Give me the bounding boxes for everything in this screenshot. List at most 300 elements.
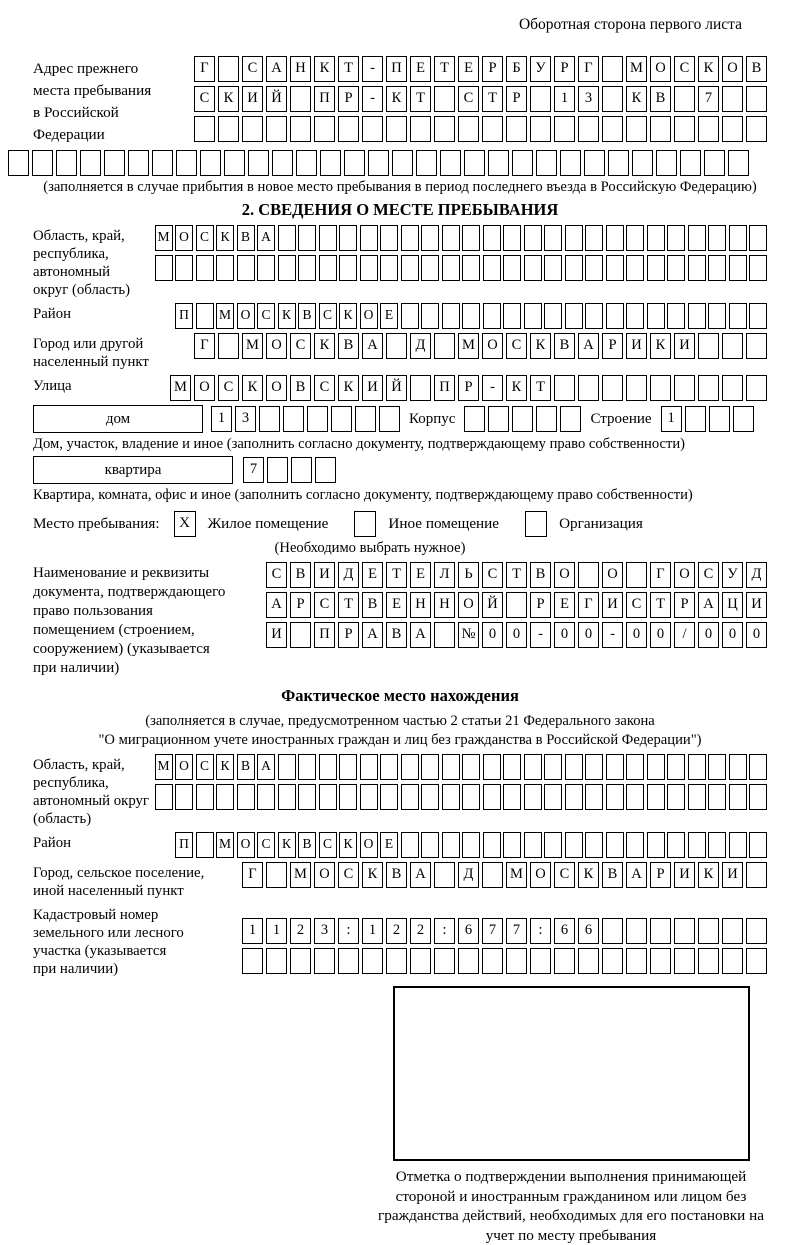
char-cell: / xyxy=(674,622,695,648)
char-cell: И xyxy=(266,622,287,648)
char-cell xyxy=(536,406,557,432)
char-cell xyxy=(298,754,316,780)
char-cell: С xyxy=(554,862,575,888)
char-cell: 0 xyxy=(554,622,575,648)
char-cell: Р xyxy=(650,862,671,888)
char-cell xyxy=(749,832,767,858)
char-cell xyxy=(647,754,665,780)
char-cell: 1 xyxy=(242,918,263,944)
char-cell xyxy=(608,150,629,176)
char-cell xyxy=(749,255,767,281)
char-cell xyxy=(483,255,501,281)
char-cell xyxy=(606,255,624,281)
char-cell: М xyxy=(216,832,234,858)
char-cell: Е xyxy=(458,56,479,82)
char-cell: Р xyxy=(482,56,503,82)
char-cell: У xyxy=(530,56,551,82)
region-block xyxy=(33,225,767,299)
char-cell xyxy=(585,303,603,329)
char-cell: Г xyxy=(578,592,599,618)
char-cell xyxy=(524,303,542,329)
char-cell xyxy=(503,754,521,780)
char-cell: К xyxy=(530,333,551,359)
char-cell xyxy=(524,225,542,251)
char-cell: Е xyxy=(410,56,431,82)
char-cell xyxy=(421,303,439,329)
char-cell xyxy=(565,225,583,251)
char-cell xyxy=(602,375,623,401)
char-cell xyxy=(688,225,706,251)
char-cell: П xyxy=(314,622,335,648)
actual-region-block xyxy=(33,754,767,828)
char-cell xyxy=(360,754,378,780)
char-cell: И xyxy=(314,562,335,588)
char-cell: 0 xyxy=(482,622,503,648)
char-cell xyxy=(339,255,357,281)
char-cell xyxy=(194,116,215,142)
char-cell xyxy=(503,784,521,810)
char-cell: О xyxy=(458,592,479,618)
char-cell xyxy=(544,832,562,858)
char-cell: Н xyxy=(434,592,455,618)
char-cell xyxy=(462,832,480,858)
char-cell xyxy=(708,784,726,810)
char-cell: К xyxy=(278,303,296,329)
char-cell: К xyxy=(242,375,263,401)
char-cell: Р xyxy=(338,86,359,112)
actual-city-label: Город, сельское поселение, иной населенный пункт xyxy=(33,865,205,899)
region-row-2 xyxy=(155,255,768,281)
char-cell: Е xyxy=(386,592,407,618)
char-cell xyxy=(242,116,263,142)
char-cell xyxy=(483,784,501,810)
char-cell: Л xyxy=(434,562,455,588)
actual-location-title: Фактическое место нахождения xyxy=(281,686,519,705)
char-cell xyxy=(524,754,542,780)
cadastre-row-2 xyxy=(242,948,767,974)
char-cell xyxy=(257,784,275,810)
house-caption: Дом, участок, владение и иное (заполнить согласно документу, подтверждающему право собственности) xyxy=(33,436,686,452)
char-cell: 1 xyxy=(266,918,287,944)
char-cell xyxy=(708,303,726,329)
char-cell xyxy=(729,255,747,281)
char-cell: К xyxy=(698,862,719,888)
city-row xyxy=(194,333,767,359)
char-cell: П xyxy=(386,56,407,82)
char-cell xyxy=(362,948,383,974)
checkbox-organization xyxy=(525,511,547,537)
char-cell: 2 xyxy=(410,918,431,944)
char-cell: В xyxy=(290,375,311,401)
prev-address-row-1 xyxy=(194,56,767,82)
char-cell: 7 xyxy=(482,918,503,944)
char-cell: Г xyxy=(578,56,599,82)
char-cell: № xyxy=(458,622,479,648)
char-cell xyxy=(606,832,624,858)
char-cell xyxy=(602,918,623,944)
prev-address-row-3 xyxy=(194,116,767,142)
char-cell xyxy=(688,754,706,780)
char-cell: И xyxy=(242,86,263,112)
char-cell xyxy=(314,948,335,974)
char-cell: А xyxy=(257,225,275,251)
char-cell xyxy=(338,116,359,142)
char-cell xyxy=(746,86,767,112)
char-cell: К xyxy=(578,862,599,888)
char-cell xyxy=(266,116,287,142)
char-cell xyxy=(606,225,624,251)
char-cell xyxy=(379,406,400,432)
char-cell xyxy=(722,333,743,359)
prev-address-row-4 xyxy=(8,150,767,176)
document-label: Наименование и реквизиты документа, подтверждающего право пользования помещением (строением, сооружением) (указывается при наличии) xyxy=(33,565,226,676)
char-cell xyxy=(392,150,413,176)
char-cell: Р xyxy=(554,56,575,82)
char-cell xyxy=(290,622,311,648)
char-cell xyxy=(698,333,719,359)
char-cell: С xyxy=(506,333,527,359)
char-cell xyxy=(578,375,599,401)
char-cell: - xyxy=(362,56,383,82)
char-cell: С xyxy=(218,375,239,401)
district-label: Район xyxy=(33,306,72,322)
char-cell xyxy=(708,832,726,858)
char-cell xyxy=(401,225,419,251)
char-cell xyxy=(380,225,398,251)
char-cell xyxy=(442,832,460,858)
char-cell xyxy=(290,86,311,112)
document-row-2 xyxy=(266,592,767,618)
char-cell xyxy=(729,303,747,329)
char-cell: 0 xyxy=(506,622,527,648)
char-cell xyxy=(483,303,501,329)
char-cell: О xyxy=(602,562,623,588)
char-cell: Т xyxy=(434,56,455,82)
char-cell xyxy=(482,862,503,888)
char-cell xyxy=(626,784,644,810)
char-cell xyxy=(680,150,701,176)
char-cell: Д xyxy=(338,562,359,588)
char-cell: О xyxy=(360,832,378,858)
char-cell xyxy=(8,150,29,176)
house-number-row xyxy=(211,406,400,432)
char-cell xyxy=(155,255,173,281)
char-cell xyxy=(512,406,533,432)
char-cell: А xyxy=(362,622,383,648)
char-cell xyxy=(749,225,767,251)
char-cell xyxy=(421,255,439,281)
char-cell: Т xyxy=(482,86,503,112)
char-cell: К xyxy=(216,754,234,780)
char-cell: К xyxy=(216,225,234,251)
actual-city-row xyxy=(242,862,767,888)
char-cell xyxy=(488,406,509,432)
char-cell xyxy=(458,948,479,974)
char-cell xyxy=(674,948,695,974)
char-cell xyxy=(152,150,173,176)
char-cell xyxy=(632,150,653,176)
char-cell: М xyxy=(155,225,173,251)
stay-type-label: Место пребывания: xyxy=(33,515,160,532)
char-cell xyxy=(196,784,214,810)
char-cell: С xyxy=(266,562,287,588)
actual-location-caption-1: (заполняется в случае, предусмотренном частью 2 статьи 21 Федерального закона xyxy=(145,713,655,729)
char-cell xyxy=(278,754,296,780)
char-cell xyxy=(729,225,747,251)
char-cell: 2 xyxy=(290,918,311,944)
char-cell: Й xyxy=(386,375,407,401)
char-cell: А xyxy=(410,622,431,648)
char-cell xyxy=(560,150,581,176)
char-cell xyxy=(296,150,317,176)
char-cell xyxy=(267,457,288,483)
char-cell: К xyxy=(386,86,407,112)
char-cell xyxy=(667,784,685,810)
char-cell xyxy=(175,784,193,810)
city-label: Город или другой населенный пункт xyxy=(33,336,149,370)
char-cell xyxy=(704,150,725,176)
char-cell: С xyxy=(674,56,695,82)
char-cell: 0 xyxy=(746,622,767,648)
char-cell: В xyxy=(298,303,316,329)
char-cell xyxy=(355,406,376,432)
actual-region-label: Область, край, республика, автономный округ (область) xyxy=(33,757,149,827)
char-cell xyxy=(626,255,644,281)
char-cell xyxy=(434,333,455,359)
char-cell: О xyxy=(266,333,287,359)
actual-region-row-2 xyxy=(155,784,768,810)
stamp-area xyxy=(375,986,767,1245)
char-cell: Е xyxy=(362,562,383,588)
char-cell xyxy=(401,255,419,281)
char-cell xyxy=(298,225,316,251)
actual-city-block xyxy=(33,862,767,900)
stay-type-caption: (Необходимо выбрать нужное) xyxy=(274,540,466,556)
char-cell: В xyxy=(237,225,255,251)
apartment-type-box: квартира xyxy=(33,456,233,484)
char-cell xyxy=(462,255,480,281)
char-cell: Т xyxy=(650,592,671,618)
cadastre-label: Кадастровый номер земельного или лесного участка (указывается при наличии) xyxy=(33,907,184,977)
char-cell xyxy=(155,784,173,810)
char-cell xyxy=(667,303,685,329)
char-cell: Й xyxy=(482,592,503,618)
char-cell: О xyxy=(175,754,193,780)
actual-region-row-1 xyxy=(155,754,768,780)
char-cell xyxy=(339,225,357,251)
char-cell xyxy=(578,116,599,142)
char-cell xyxy=(386,116,407,142)
char-cell: 0 xyxy=(650,622,671,648)
char-cell: 0 xyxy=(722,622,743,648)
char-cell xyxy=(544,303,562,329)
char-cell xyxy=(360,225,378,251)
char-cell xyxy=(380,255,398,281)
char-cell xyxy=(291,457,312,483)
char-cell xyxy=(442,784,460,810)
prev-address-row-2 xyxy=(194,86,767,112)
char-cell xyxy=(667,754,685,780)
char-cell: - xyxy=(482,375,503,401)
char-cell xyxy=(606,754,624,780)
char-cell: С xyxy=(257,303,275,329)
char-cell xyxy=(626,948,647,974)
char-cell xyxy=(442,303,460,329)
char-cell: В xyxy=(237,754,255,780)
char-cell xyxy=(606,303,624,329)
char-cell xyxy=(421,832,439,858)
char-cell xyxy=(585,225,603,251)
char-cell xyxy=(434,948,455,974)
char-cell xyxy=(319,754,337,780)
char-cell: 0 xyxy=(578,622,599,648)
char-cell xyxy=(674,375,695,401)
char-cell xyxy=(698,918,719,944)
char-cell xyxy=(421,225,439,251)
document-block xyxy=(33,562,767,678)
char-cell: В xyxy=(338,333,359,359)
char-cell xyxy=(196,303,214,329)
char-cell xyxy=(368,150,389,176)
char-cell xyxy=(722,116,743,142)
char-cell: О xyxy=(194,375,215,401)
char-cell xyxy=(524,784,542,810)
char-cell xyxy=(729,754,747,780)
char-cell xyxy=(602,116,623,142)
char-cell xyxy=(380,754,398,780)
char-cell: И xyxy=(722,862,743,888)
char-cell: Т xyxy=(410,86,431,112)
actual-district-block xyxy=(33,832,767,858)
char-cell: А xyxy=(626,862,647,888)
char-cell xyxy=(339,784,357,810)
char-cell: С xyxy=(482,562,503,588)
char-cell xyxy=(176,150,197,176)
prev-address-caption: (заполняется в случае прибытия в новое место пребывания в период последнего въезда в Российскую Федерацию) xyxy=(43,179,757,195)
char-cell: : xyxy=(530,918,551,944)
char-cell xyxy=(708,225,726,251)
char-cell xyxy=(585,754,603,780)
char-cell xyxy=(104,150,125,176)
street-row xyxy=(170,375,767,401)
char-cell: : xyxy=(338,918,359,944)
char-cell: Й xyxy=(266,86,287,112)
district-row xyxy=(175,303,767,329)
char-cell: К xyxy=(314,333,335,359)
char-cell: Г xyxy=(242,862,263,888)
char-cell xyxy=(272,150,293,176)
char-cell: А xyxy=(410,862,431,888)
char-cell xyxy=(565,832,583,858)
char-cell xyxy=(338,948,359,974)
char-cell: С xyxy=(314,592,335,618)
char-cell: В xyxy=(386,862,407,888)
char-cell xyxy=(237,255,255,281)
char-cell: К xyxy=(698,56,719,82)
char-cell: А xyxy=(698,592,719,618)
char-cell xyxy=(647,225,665,251)
char-cell xyxy=(319,784,337,810)
char-cell: В xyxy=(386,622,407,648)
char-cell: 2 xyxy=(386,918,407,944)
char-cell xyxy=(307,406,328,432)
char-cell: И xyxy=(746,592,767,618)
char-cell: 3 xyxy=(314,918,335,944)
char-cell xyxy=(482,116,503,142)
char-cell xyxy=(746,948,767,974)
char-cell: К xyxy=(338,375,359,401)
char-cell: 6 xyxy=(578,918,599,944)
region-label: Область, край, республика, автономный округ (область) xyxy=(33,228,131,298)
char-cell: У xyxy=(722,562,743,588)
char-cell xyxy=(536,150,557,176)
char-cell xyxy=(320,150,341,176)
char-cell xyxy=(578,948,599,974)
document-row-1 xyxy=(266,562,767,588)
char-cell: А xyxy=(266,56,287,82)
stroenie-row xyxy=(661,406,754,432)
char-cell xyxy=(708,754,726,780)
char-cell xyxy=(482,948,503,974)
char-cell: С xyxy=(290,333,311,359)
char-cell xyxy=(362,116,383,142)
stroenie-label: Строение xyxy=(590,410,652,427)
char-cell xyxy=(421,784,439,810)
char-cell xyxy=(565,303,583,329)
char-cell xyxy=(218,116,239,142)
char-cell xyxy=(626,225,644,251)
option-residential-label: Жилое помещение xyxy=(207,515,329,532)
char-cell xyxy=(554,948,575,974)
char-cell: О xyxy=(722,56,743,82)
char-cell xyxy=(506,116,527,142)
char-cell xyxy=(56,150,77,176)
char-cell: И xyxy=(674,862,695,888)
korpus-label: Корпус xyxy=(409,410,456,427)
char-cell xyxy=(647,255,665,281)
char-cell xyxy=(544,225,562,251)
char-cell: Д xyxy=(410,333,431,359)
checkbox-residential: X xyxy=(174,511,196,537)
char-cell: Е xyxy=(410,562,431,588)
char-cell xyxy=(749,784,767,810)
char-cell xyxy=(602,948,623,974)
checkbox-other-premises xyxy=(354,511,376,537)
char-cell xyxy=(674,918,695,944)
char-cell: С xyxy=(319,832,337,858)
char-cell xyxy=(722,918,743,944)
char-cell xyxy=(606,784,624,810)
char-cell: Р xyxy=(458,375,479,401)
char-cell: Б xyxy=(506,56,527,82)
char-cell xyxy=(440,150,461,176)
char-cell xyxy=(647,832,665,858)
char-cell xyxy=(602,86,623,112)
char-cell xyxy=(462,225,480,251)
char-cell xyxy=(434,862,455,888)
char-cell xyxy=(503,832,521,858)
cadastre-block xyxy=(33,904,767,978)
char-cell xyxy=(667,832,685,858)
char-cell xyxy=(650,948,671,974)
char-cell xyxy=(554,116,575,142)
char-cell xyxy=(410,375,431,401)
char-cell: Р xyxy=(506,86,527,112)
char-cell xyxy=(218,56,239,82)
char-cell: О xyxy=(266,375,287,401)
char-cell xyxy=(216,784,234,810)
char-cell xyxy=(667,255,685,281)
